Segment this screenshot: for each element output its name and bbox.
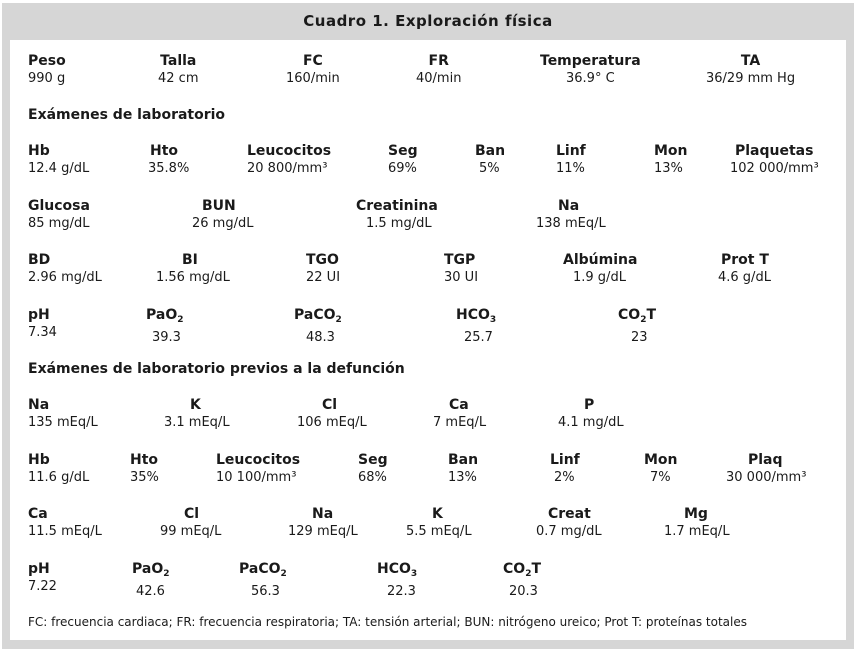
lab-linf: Linf 11% xyxy=(556,143,586,176)
prev-p: P 4.1 mg/dL xyxy=(558,397,624,430)
lab-creatinina: Creatinina 1.5 mg/dL xyxy=(356,198,438,231)
vital-talla: Talla 42 cm xyxy=(158,53,199,86)
lab-paco2: PaCO$_2$ 48.3 xyxy=(294,307,342,345)
lab-bd: BD 2.96 mg/dL xyxy=(28,252,102,285)
table-frame xyxy=(2,3,854,649)
prev-na-2: Na 129 mEq/L xyxy=(288,506,358,539)
prev-cl: Cl 106 mEq/L xyxy=(297,397,367,430)
table-title: Cuadro 1. Exploración física xyxy=(303,12,553,30)
lab-hto: Hto 35.8% xyxy=(148,143,190,176)
vital-ta: TA 36/29 mm Hg xyxy=(706,53,796,86)
lab-glucosa: Glucosa 85 mg/dL xyxy=(28,198,90,231)
lab-plaquetas: Plaquetas 102 000/mm³ xyxy=(730,143,819,176)
prev-hb: Hb 11.6 g/dL xyxy=(28,452,90,485)
lab-co2t: $CO_2T$ 23 xyxy=(618,307,657,345)
lab-ph: pH 7.34 xyxy=(28,307,57,340)
table-body xyxy=(10,40,846,640)
lab-bun: BUN 26 mg/dL xyxy=(192,198,254,231)
lab-hco3: $HCO_3$ 25.7 xyxy=(456,307,497,345)
lab-bi: BI 1.56 mg/dL xyxy=(156,252,230,285)
prev-mon: Mon 7% xyxy=(644,452,678,485)
prev-pao2: PaO$_2$ 42.6 xyxy=(132,561,170,599)
prev-hco3: $HCO_3$ 22.3 xyxy=(377,561,418,599)
vital-fc: FC 160/min xyxy=(286,53,340,86)
prev-na: Na 135 mEq/L xyxy=(28,397,98,430)
prev-row-2 xyxy=(10,451,846,487)
prev-row-4 xyxy=(10,560,846,599)
prev-k-2: K 5.5 mEq/L xyxy=(406,506,472,539)
prev-ph: pH 7.22 xyxy=(28,561,57,594)
prev-co2t: $CO_2T$ 20.3 xyxy=(503,561,542,599)
lab-albumina: Albúmina 1.9 g/dL xyxy=(563,252,638,285)
prev-hto: Hto 35% xyxy=(130,452,159,485)
lab-pao2: PaO$_2$ 39.3 xyxy=(146,307,184,345)
lab-ban: Ban 5% xyxy=(475,143,506,176)
lab-mon: Mon 13% xyxy=(654,143,688,176)
lab-prot-t: Prot T 4.6 g/dL xyxy=(718,252,771,285)
lab-seg: Seg 69% xyxy=(388,143,418,176)
prev-linf: Linf 2% xyxy=(550,452,580,485)
prev-creat: Creat 0.7 mg/dL xyxy=(536,506,602,539)
prev-row-3 xyxy=(10,505,846,541)
prev-ca-2: Ca 11.5 mEq/L xyxy=(28,506,102,539)
prev-mg: Mg 1.7 mEq/L xyxy=(664,506,730,539)
section-lab-heading: Exámenes de laboratorio xyxy=(28,107,226,123)
lab-na: Na 138 mEq/L xyxy=(536,198,606,231)
vital-fr: FR 40/min xyxy=(416,53,462,86)
prev-plaq: Plaq 30 000/mm³ xyxy=(726,452,807,485)
prev-cl-2: Cl 99 mEq/L xyxy=(160,506,222,539)
lab-row-1 xyxy=(10,142,846,178)
prev-seg: Seg 68% xyxy=(358,452,388,485)
lab-row-2 xyxy=(10,197,846,233)
lab-tgo: TGO 22 UI xyxy=(306,252,341,285)
lab-tgp: TGP 30 UI xyxy=(444,252,479,285)
vital-temperatura: Temperatura 36.9° C xyxy=(540,53,641,86)
vitals-row xyxy=(10,52,846,88)
lab-hb: Hb 12.4 g/dL xyxy=(28,143,90,176)
prev-k: K 3.1 mEq/L xyxy=(164,397,230,430)
lab-leucocitos: Leucocitos 20 800/mm³ xyxy=(247,143,332,176)
prev-ca: Ca 7 mEq/L xyxy=(433,397,487,430)
table-footnote: FC: frecuencia cardiaca; FR: frecuencia respiratoria; TA: tensión arterial; BUN: nitrógeno ureico; Prot T: proteínas totales xyxy=(28,615,747,629)
section-prev-heading: Exámenes de laboratorio previos a la defunción xyxy=(28,361,405,377)
prev-row-1 xyxy=(10,396,846,432)
lab-row-3 xyxy=(10,251,846,287)
prev-paco2: PaCO$_2$ 56.3 xyxy=(239,561,287,599)
prev-ban: Ban 13% xyxy=(448,452,479,485)
vital-peso: Peso 990 g xyxy=(28,53,66,86)
lab-row-4 xyxy=(10,306,846,345)
prev-leucocitos: Leucocitos 10 100/mm³ xyxy=(216,452,301,485)
